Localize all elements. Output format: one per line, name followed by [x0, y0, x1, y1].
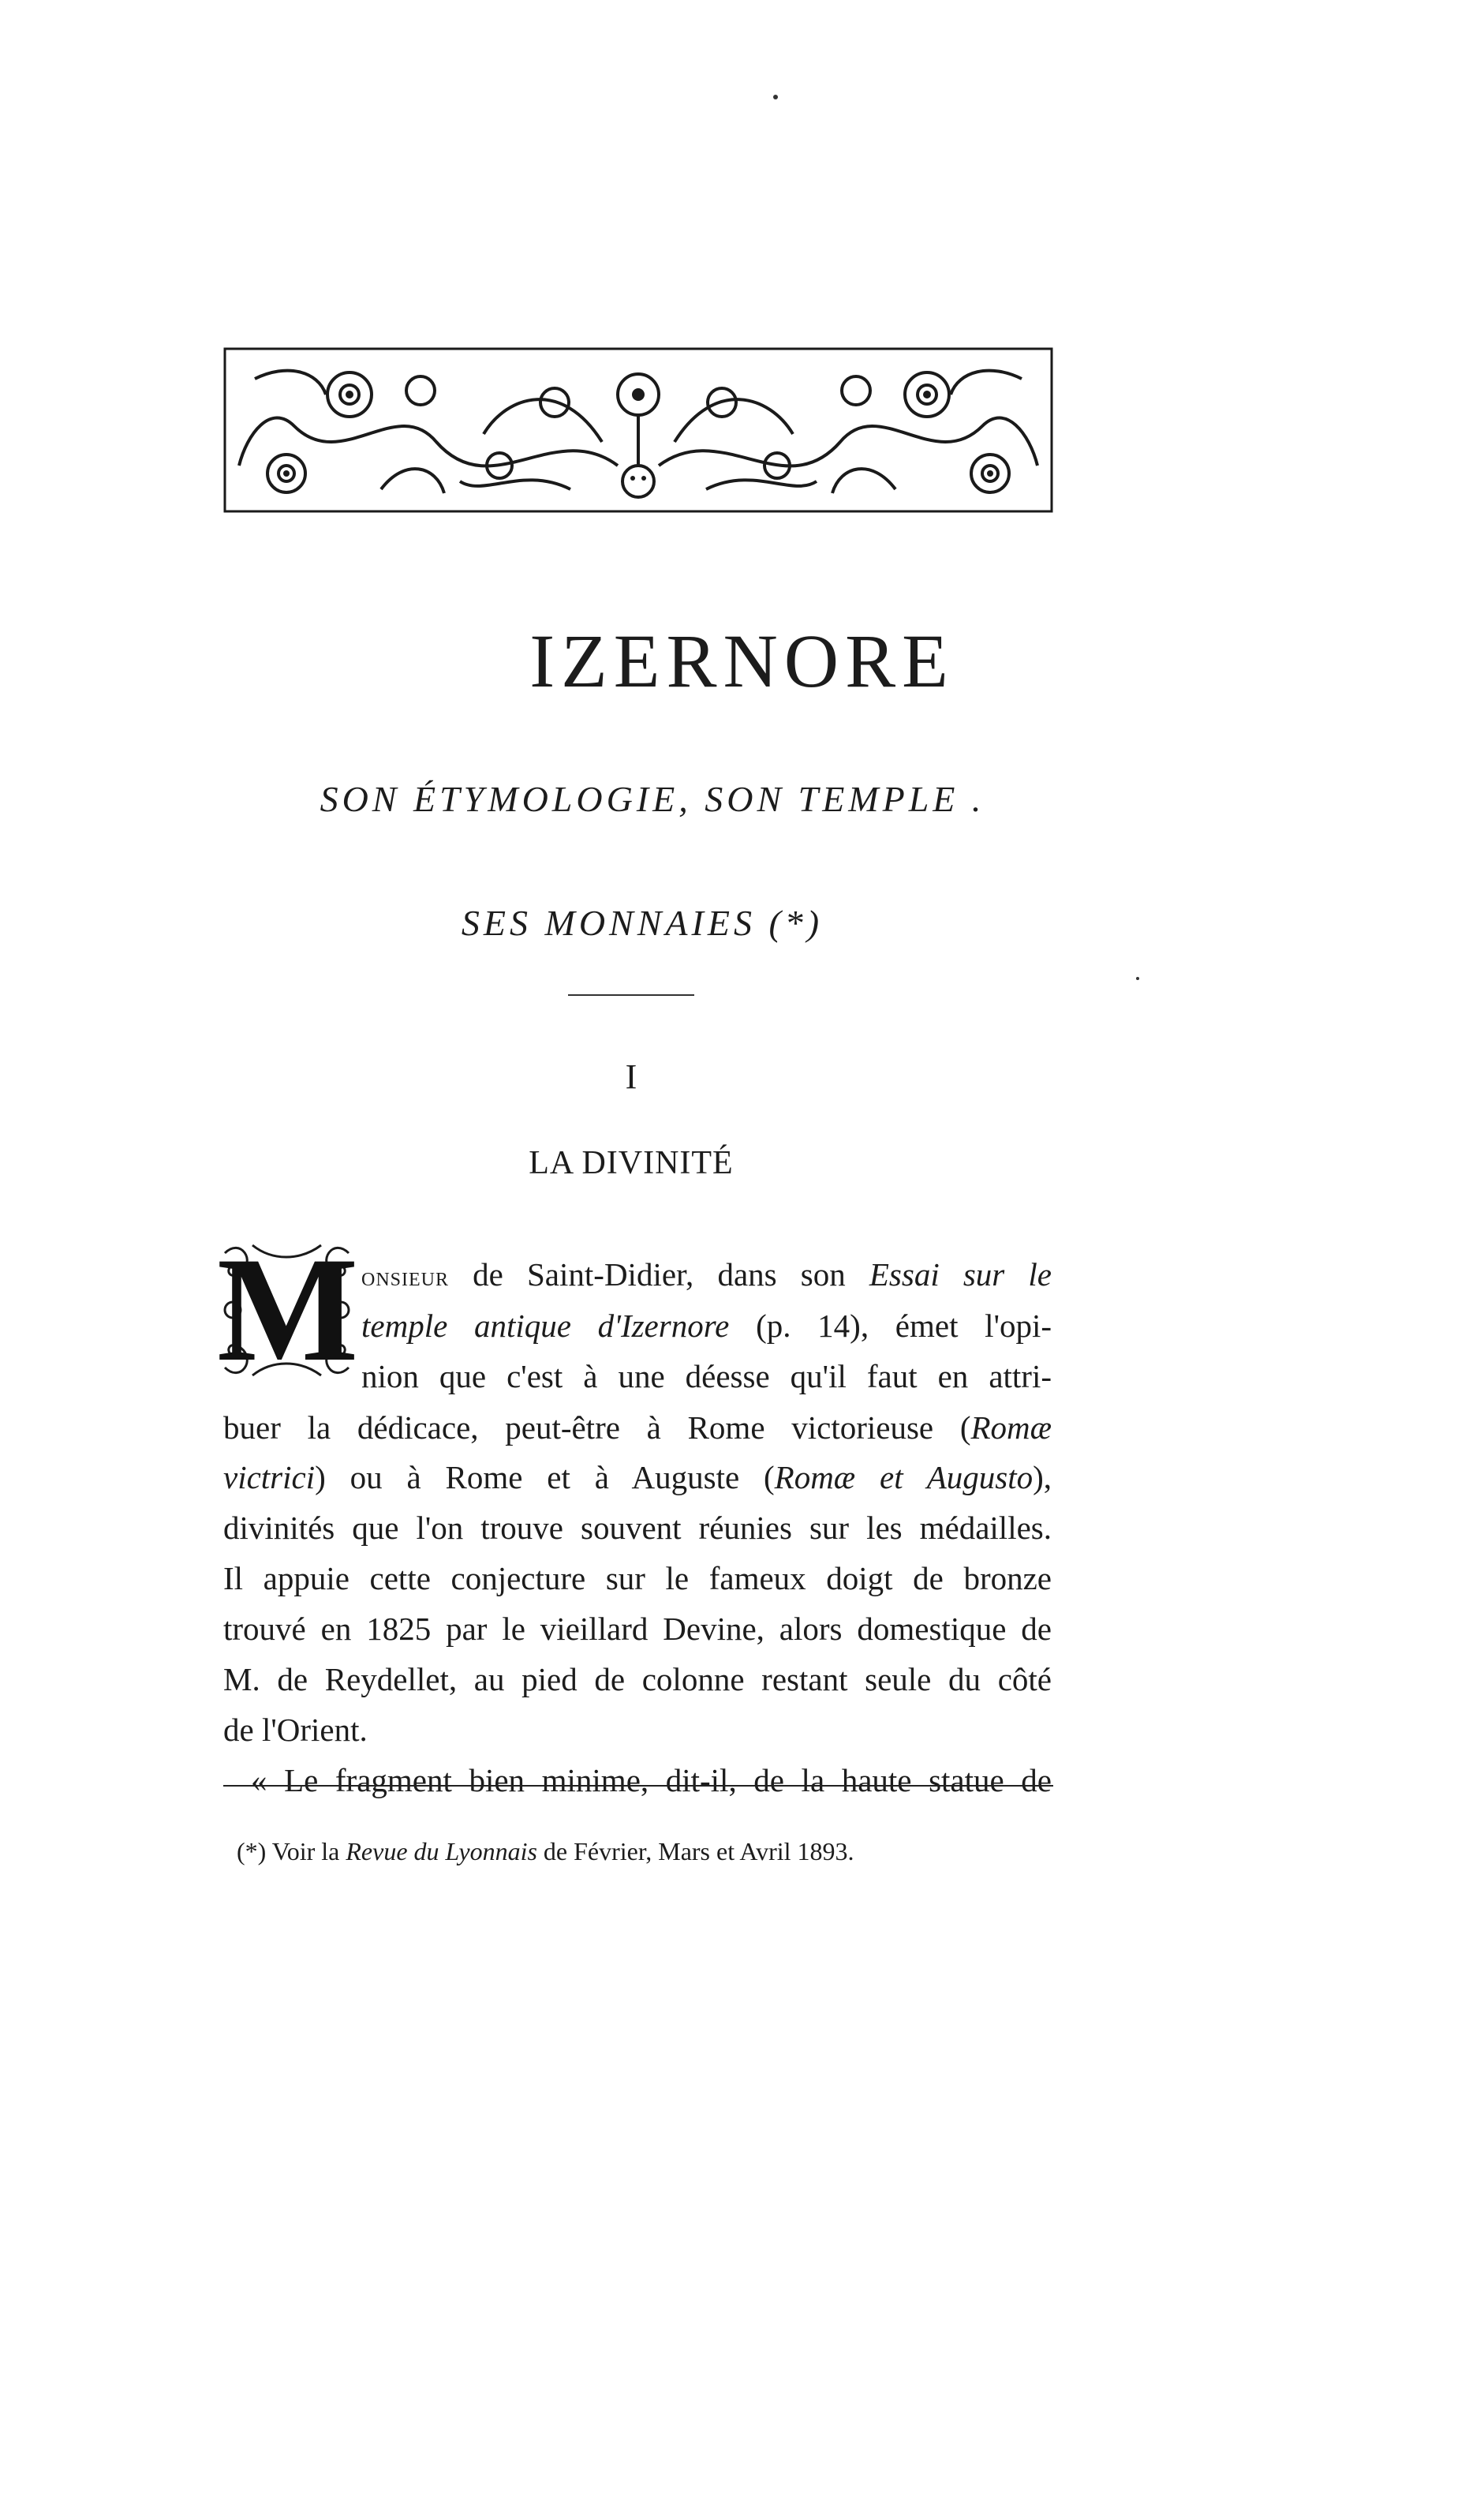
- footnote-separator-rule: [223, 1785, 1053, 1787]
- body-line-2: [361, 1310, 1052, 1342]
- print-speck: [773, 95, 778, 99]
- footnote-journal-title: Revue du Lyonnais: [346, 1837, 537, 1865]
- body-line-7: Il appuie cette conjecture sur le fameux doigt de bronze: [223, 1560, 1052, 1596]
- body-line-2-italic: temple antique d'Izernore: [361, 1308, 730, 1344]
- body-line-3: nion que c'est à une déesse qu'il faut en attri-: [361, 1358, 1052, 1394]
- body-line-5-text: ) ou à Rome et à Auguste (: [315, 1459, 775, 1495]
- ornamental-headpiece: [223, 347, 1053, 513]
- body-line-6: divinités que l'on trouve souvent réunies sur les médailles.: [223, 1510, 1052, 1546]
- footnote-text-before: Voir la: [266, 1837, 346, 1865]
- body-line-5: [223, 1461, 1052, 1494]
- body-line-1: [361, 1256, 1052, 1293]
- body-line-10: de l'Orient.: [223, 1712, 368, 1748]
- body-line-1-italic: Essai sur le: [869, 1256, 1052, 1293]
- body-line-4-italic: Romæ: [970, 1409, 1052, 1446]
- body-line-5-end: ),: [1033, 1459, 1052, 1495]
- body-smallcaps-word: onsieur: [361, 1263, 450, 1292]
- section-heading: LA DIVINITÉ: [529, 1145, 734, 1181]
- print-speck: [1136, 977, 1139, 980]
- dropcap-letter: M: [217, 1227, 359, 1393]
- body-line-4: [223, 1409, 1052, 1446]
- body-line-2-text: (p. 14), émet l'opi-: [729, 1308, 1052, 1344]
- section-number: I: [625, 1057, 637, 1096]
- title-separator-rule: [568, 994, 694, 996]
- footnote: [237, 1839, 854, 1864]
- body-line-5-italic: Romæ et Augusto: [774, 1459, 1034, 1495]
- body-line-8: trouvé en 1825 par le vieillard Devine, alors domestique de: [223, 1611, 1052, 1647]
- subtitle-line-1: SON ÉTYMOLOGIE, SON TEMPLE .: [320, 779, 985, 819]
- body-line-5-italic-start: victrici: [223, 1459, 316, 1495]
- footnote-marker: (*): [237, 1837, 267, 1865]
- body-line-4-text: buer la dédicace, peut-être à Rome victorieuse (: [223, 1409, 971, 1446]
- footnote-text-after: de Février, Mars et Avril 1893.: [536, 1837, 854, 1865]
- article-title: IZERNORE: [529, 619, 955, 703]
- body-line-11: « Le fragment bien minime, dit-il, de la haute statue de: [251, 1762, 1052, 1798]
- body-line-1-text: de Saint-Didier, dans son: [449, 1256, 869, 1293]
- subtitle-line-2: SES MONNAIES (*): [461, 903, 824, 943]
- dropcap-ornament: [217, 1227, 359, 1393]
- body-line-9: M. de Reydellet, au pied de colonne restant seule du côté: [223, 1661, 1052, 1697]
